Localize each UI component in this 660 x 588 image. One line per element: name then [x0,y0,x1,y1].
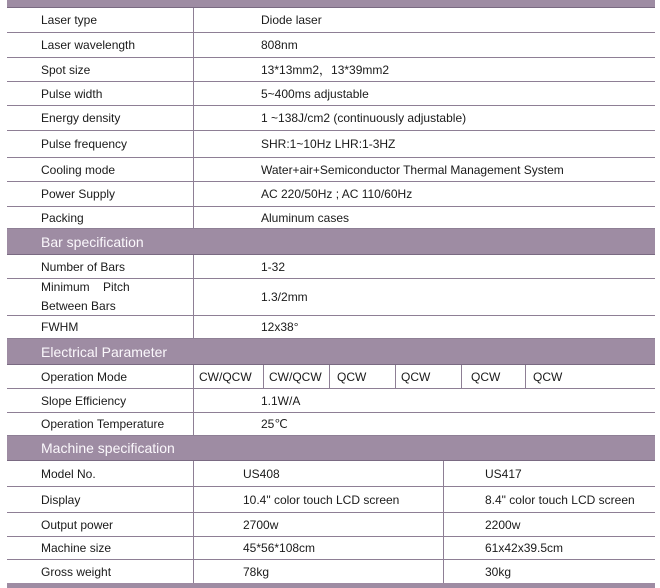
section-header-electrical [7,339,655,365]
row-label: Operation Temperature [41,417,165,431]
column-divider [443,513,444,536]
row-label: Energy density [41,111,121,125]
row-label: Machine size [41,541,112,555]
model-b-value: US417 [485,466,522,481]
row-value: 1.3/2mm [261,290,308,304]
mode-value: QCW [471,369,501,384]
row-label: Gross weight [41,564,112,579]
mode-value: QCW [401,369,431,384]
table-row [7,279,655,316]
column-divider [193,131,194,157]
column-divider [395,365,396,388]
table-row [7,461,655,487]
row-label: Power Supply [41,187,116,201]
table-row [7,487,655,513]
column-divider [193,182,194,206]
table-row [7,537,655,560]
model-a-value: 78kg [243,564,270,579]
column-divider [193,560,194,583]
column-divider [461,365,462,388]
model-b-value: 8.4" color touch LCD screen [485,492,635,507]
column-divider [193,33,194,57]
row-label: Pulse frequency [41,137,128,151]
column-divider [193,158,194,181]
column-divider [193,279,194,315]
column-divider [263,365,264,388]
table-row [7,58,655,82]
row-value: 1.1W/A [261,393,301,408]
row-label: Number of Bars [41,259,126,274]
table-row [7,389,655,413]
row-label-line: Minimum Pitch [41,280,130,294]
model-b-value: 61x42x39.5cm [485,541,564,555]
model-a-value: 10.4" color touch LCD screen [243,492,400,507]
table-row [7,8,655,33]
column-divider [193,316,194,338]
table-row [7,207,655,229]
column-divider [193,461,194,486]
table-row [7,413,655,436]
column-divider [193,537,194,559]
table-row [7,513,655,537]
row-value: 1-32 [261,259,286,274]
row-value: SHR:1~10Hz LHR:1-3HZ [261,137,396,151]
column-divider [193,58,194,81]
row-label: Slope Efficiency [41,393,127,408]
mode-value: QCW [533,369,563,384]
row-label: Cooling mode [41,162,116,177]
table-row [7,255,655,279]
row-value: Diode laser [261,13,322,27]
column-divider [193,207,194,228]
row-value: 808nm [261,38,298,52]
section-title-machine: Machine specification [41,440,175,456]
column-divider [443,537,444,559]
mode-value: QCW [337,369,367,384]
row-value: Aluminum cases [261,210,350,225]
table-row [7,316,655,339]
mode-value: CW/QCW [269,369,322,384]
section-header-machine [7,436,655,461]
row-label: Pulse width [41,86,103,101]
section-title-bar: Bar specification [41,233,144,250]
column-divider [193,513,194,536]
column-divider [443,560,444,583]
model-a-value: US408 [243,466,280,481]
model-a-value: 2700w [243,517,279,532]
row-label: Packing [41,210,84,225]
column-divider [329,365,330,388]
table-bottom-band [7,583,655,588]
section-header-bar [7,229,655,255]
row-label-line: Between Bars [41,299,116,313]
table-row [7,131,655,158]
column-divider [525,365,526,388]
row-value: 13*13mm2，13*39mm2 [261,63,390,77]
mode-value: CW/QCW [199,369,252,384]
column-divider [193,106,194,130]
table-row-operation-mode [7,365,655,389]
row-label: Model No. [41,466,96,481]
table-row [7,82,655,106]
row-value: 1 ~138J/cm2 (continuously adjustable) [261,111,467,125]
table-row [7,560,655,583]
row-label: Spot size [41,62,91,77]
column-divider [443,461,444,486]
row-label [41,279,130,315]
row-label: Laser type [41,13,98,27]
row-label: Operation Mode [41,369,128,384]
model-b-value: 2200w [485,517,521,532]
row-value: AC 220/50Hz ; AC 110/60Hz [261,187,413,201]
column-divider [193,413,194,435]
row-label: Output power [41,517,114,532]
section-header-basic [7,0,655,8]
section-title-electrical: Electrical Parameter [41,343,168,360]
row-label: Laser wavelength [41,38,136,52]
row-value: Water+air+Semiconductor Thermal Management System [261,162,564,177]
row-value: 12x38° [261,320,299,334]
column-divider [193,255,194,278]
table-row [7,158,655,182]
column-divider [193,8,194,32]
row-label: Display [41,492,81,507]
column-divider [193,487,194,512]
row-value: 5~400ms adjustable [261,86,369,101]
model-b-value: 30kg [485,564,512,579]
table-row [7,33,655,58]
table-row [7,106,655,131]
column-divider [193,365,194,388]
column-divider [443,487,444,512]
model-a-value: 45*56*108cm [243,541,316,555]
column-divider [193,82,194,105]
column-divider [193,389,194,412]
row-value: 25℃ [261,417,288,431]
row-label: FWHM [41,320,79,334]
table-row [7,182,655,207]
